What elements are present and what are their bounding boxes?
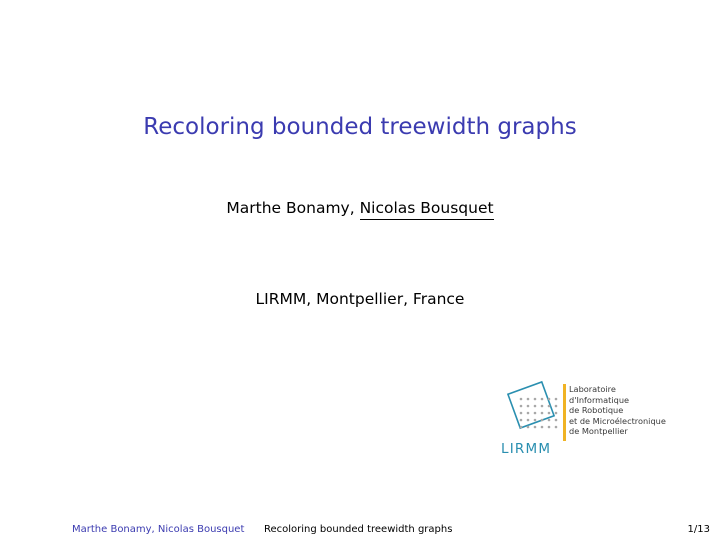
logo-line: de Robotique <box>569 405 624 416</box>
logo-accent-bar <box>563 384 566 441</box>
logo-line: et de Microélectronique <box>569 415 666 426</box>
logo-line: d'Informatique <box>569 394 630 405</box>
affiliation: LIRMM, Montpellier, France <box>255 290 465 308</box>
footer-title: Recoloring bounded treewidth graphs <box>264 524 453 535</box>
logo-wordmark: LIRMM <box>501 441 552 457</box>
author-bousquet-presenter: Nicolas Bousquet <box>360 199 494 220</box>
logo-dot-grid <box>520 398 558 429</box>
logo-tilted-square <box>508 382 554 428</box>
authors <box>0 199 720 217</box>
author-bonamy: Marthe Bonamy, <box>226 199 355 217</box>
page-number: 1/13 <box>687 524 710 535</box>
footer-authors: Marthe Bonamy, Nicolas Bousquet <box>72 524 245 535</box>
slide-title: Recoloring bounded treewidth graphs <box>143 114 577 140</box>
logo-lab-name <box>569 384 666 437</box>
slide-footer <box>0 521 720 539</box>
lirmm-logo <box>500 374 670 460</box>
logo-line: de Montpellier <box>569 426 628 437</box>
logo-line: Laboratoire <box>569 384 616 394</box>
